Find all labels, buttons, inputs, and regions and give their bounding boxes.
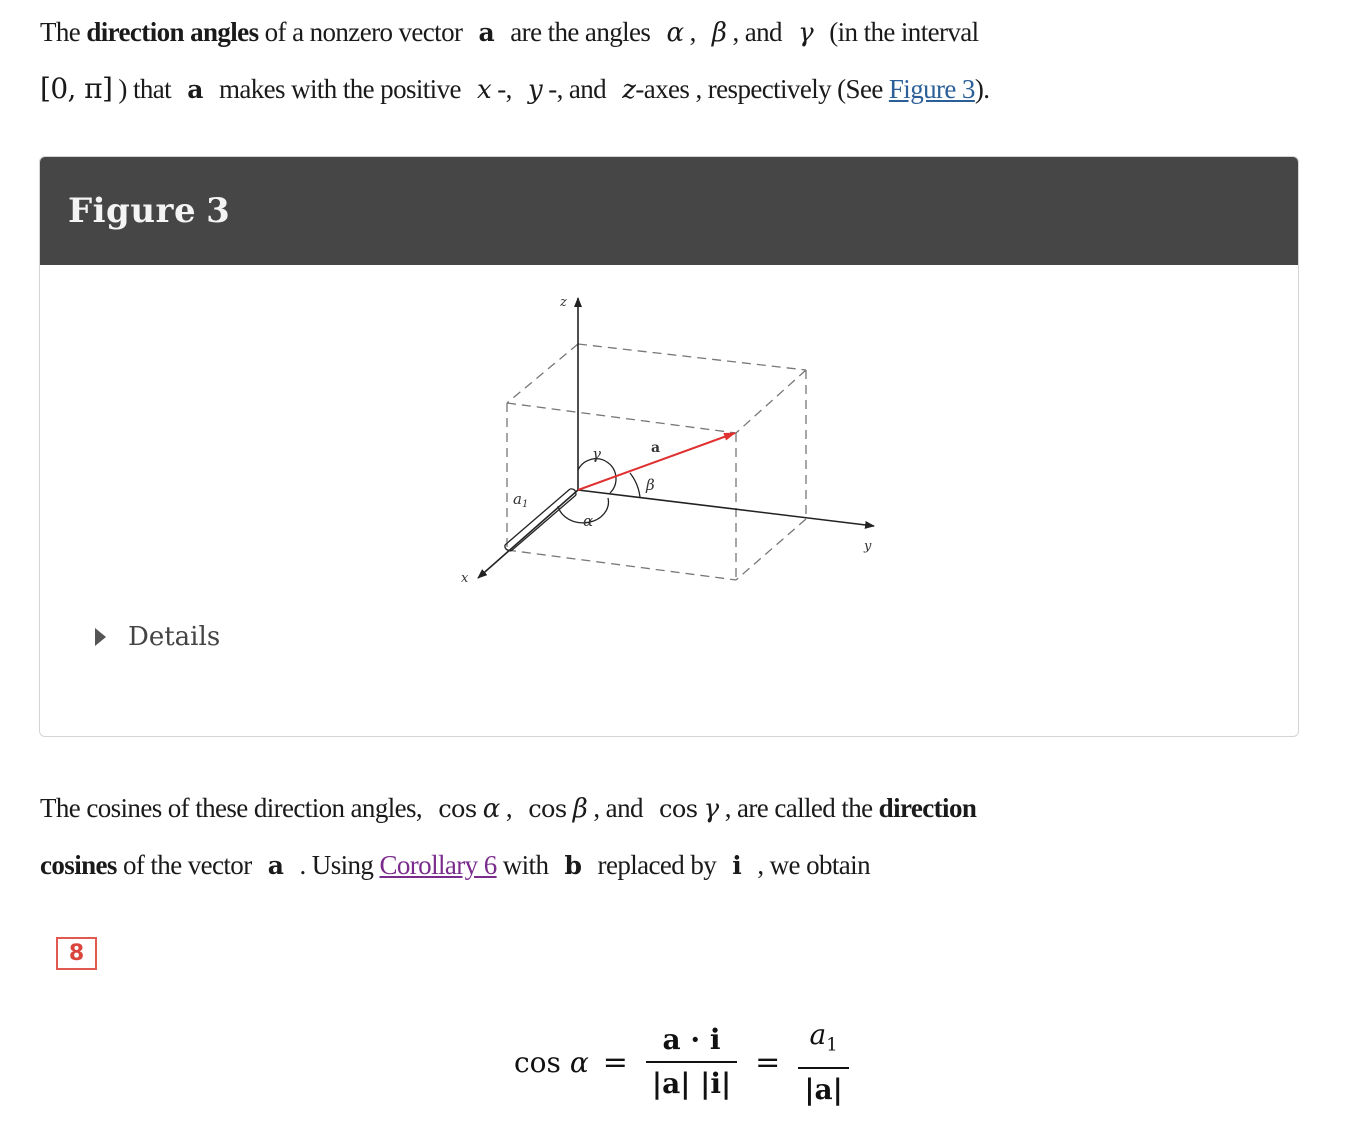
symbol-beta: β	[572, 794, 588, 824]
text: ,	[499, 793, 519, 823]
angle-arcs	[558, 459, 640, 523]
beta-label: β	[646, 476, 655, 494]
text: The cosines of these direction angles,	[40, 793, 429, 823]
term-cosines: cosines	[40, 850, 117, 880]
text: are the angles	[504, 17, 657, 47]
symbol-beta: β	[711, 18, 727, 48]
symbol-alpha: α	[666, 18, 684, 48]
text: ) that	[112, 74, 178, 104]
symbol-x: x	[477, 75, 492, 105]
symbol-gamma: γ	[798, 18, 814, 48]
diagram-labels	[461, 295, 872, 586]
vector-a-label: a	[651, 440, 661, 456]
numerator: a · i	[662, 1023, 721, 1057]
text: , and	[587, 793, 650, 823]
text: -axes , respectively (See	[635, 74, 889, 104]
text: makes with the positive	[212, 74, 468, 104]
disclosure-triangle-icon	[95, 628, 106, 646]
cos: cos	[438, 795, 477, 823]
text: ).	[974, 74, 990, 104]
text: (in the interval	[823, 17, 979, 47]
alpha-label: α	[583, 512, 594, 530]
symbol-z: z	[622, 75, 636, 105]
intro-paragraph	[40, 4, 1310, 118]
text: . Using	[293, 850, 380, 880]
text: replaced by	[591, 850, 723, 880]
symbol-alpha: α	[569, 1045, 589, 1079]
a1-label: $a_1$	[513, 490, 529, 510]
vector-i: i	[732, 851, 742, 880]
symbol-y: y	[527, 75, 543, 105]
figure-panel	[39, 156, 1299, 737]
direction-cosines-paragraph	[40, 780, 1310, 894]
vector-a: a	[478, 18, 495, 47]
fraction-component	[798, 1014, 849, 1111]
figure-title: Figure	[68, 191, 197, 231]
details-toggle[interactable]	[95, 622, 220, 652]
numerator: $a_1$	[809, 1018, 838, 1056]
vector-a: a	[267, 851, 284, 880]
corollary-6-link[interactable]: Corollary 6	[379, 850, 497, 880]
y-axis-label: y	[864, 539, 872, 554]
symbol-alpha: α	[482, 794, 500, 824]
z-axis-label: z	[560, 295, 567, 310]
text: ,	[683, 17, 702, 47]
cos: cos	[528, 795, 567, 823]
axes	[478, 298, 874, 578]
term-direction: direction	[878, 793, 977, 823]
figure-3-link[interactable]: Figure 3	[888, 74, 975, 104]
text: -,	[491, 74, 518, 104]
equation-number-badge: 8	[56, 937, 97, 970]
text: , and	[726, 17, 789, 47]
denominator: |a| |i|	[651, 1067, 732, 1101]
figure-header	[40, 157, 1298, 265]
direction-cosine-equation	[514, 1014, 853, 1111]
direction-angles-diagram	[440, 282, 910, 592]
text: -, and	[542, 74, 613, 104]
cos: cos	[514, 1045, 561, 1079]
figure-number: 3	[206, 191, 231, 231]
text: , are called the	[718, 793, 879, 823]
cos: cos	[659, 795, 698, 823]
vector-a: a	[187, 75, 203, 104]
denominator: |a|	[804, 1072, 843, 1106]
gamma-label: γ	[592, 445, 601, 463]
text: with	[496, 850, 555, 880]
text: of a nonzero vector	[258, 17, 469, 47]
text: The	[40, 17, 87, 47]
symbol-gamma: γ	[703, 794, 719, 824]
details-label: Details	[128, 622, 221, 652]
vector-b: b	[564, 851, 582, 880]
x-axis-label: x	[461, 571, 469, 586]
equals-sign: =	[755, 1044, 781, 1080]
text: of the vector	[116, 850, 258, 880]
equals-sign: =	[602, 1044, 628, 1080]
text: , we obtain	[751, 850, 870, 880]
fraction-dot-product	[646, 1019, 737, 1105]
interval: [0, π]	[40, 72, 113, 105]
term-direction-angles: direction angles	[86, 17, 259, 47]
